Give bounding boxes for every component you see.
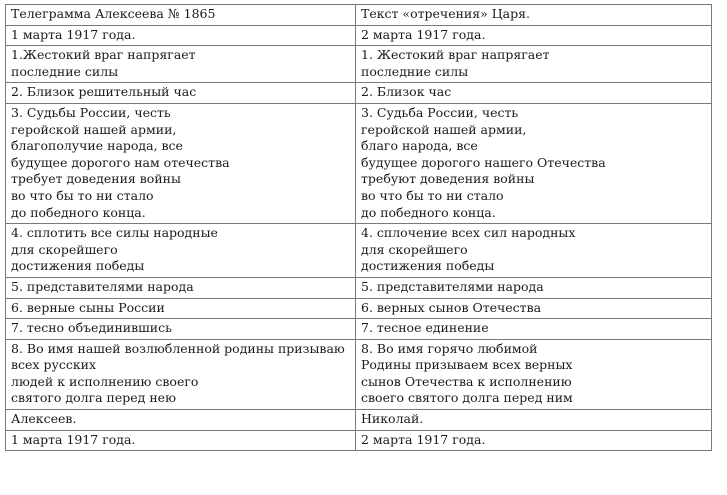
table-row <box>6 224 712 278</box>
header-row <box>6 5 712 26</box>
signature-row <box>6 410 712 431</box>
table-cell-right: 2 марта 1917 года. <box>356 25 712 46</box>
table-cell-left: 2. Близок решительный час <box>6 83 356 104</box>
table-cell-right: 7. тесное единение <box>356 319 712 340</box>
table-row <box>6 46 712 83</box>
table-cell-right: 8. Во имя горячо любимой Родины призываем всех верных сынов Отечества к исполнению своего святого долга перед ним <box>356 339 712 409</box>
date-row <box>6 25 712 46</box>
table-cell-left: 1 марта 1917 года. <box>6 430 356 451</box>
date-row <box>6 430 712 451</box>
table-row <box>6 339 712 409</box>
table-cell-right: 1. Жестокий враг напрягает последние силы <box>356 46 712 83</box>
table-cell-right: 3. Судьба России, честь геройской нашей армии, благо народа, все будущее дорогого нашего Отечества требуют доведения войны во что бы то ни стало до победного конца. <box>356 103 712 223</box>
table-cell-left: 7. тесно объединившись <box>6 319 356 340</box>
table-cell-right: 4. сплочение всех сил народных для скорейшего достижения победы <box>356 224 712 278</box>
header-cell-telegram: Телеграмма Алексеева № 1865 <box>6 5 356 26</box>
table-cell-right: Николай. <box>356 410 712 431</box>
table-cell-left: 1.Жестокий враг напрягает последние силы <box>6 46 356 83</box>
table-row <box>6 277 712 298</box>
table-cell-left: 6. верные сыны России <box>6 298 356 319</box>
table-cell-left: 8. Во имя нашей возлюбленной родины призываю всех русских людей к исполнению своего святого долга перед нею <box>6 339 356 409</box>
comparison-table-wrapper <box>5 4 712 451</box>
table-cell-left: 3. Судьбы России, честь геройской нашей армии, благополучие народа, все будущее дорогого нам отечества требует доведения войны во что бы то ни стало до победного конца. <box>6 103 356 223</box>
table-cell-left: 4. сплотить все силы народные для скорейшего достижения победы <box>6 224 356 278</box>
table-cell-right: 6. верных сынов Отечества <box>356 298 712 319</box>
table-cell-right: 5. представителями народа <box>356 277 712 298</box>
table-row <box>6 319 712 340</box>
table-cell-right: 2. Близок час <box>356 83 712 104</box>
table-cell-left: 1 марта 1917 года. <box>6 25 356 46</box>
comparison-table <box>5 4 712 451</box>
table-row <box>6 298 712 319</box>
table-cell-left: Алексеев. <box>6 410 356 431</box>
table-row <box>6 103 712 223</box>
table-row <box>6 83 712 104</box>
header-cell-abdication: Текст «отречения» Царя. <box>356 5 712 26</box>
table-cell-left: 5. представителями народа <box>6 277 356 298</box>
table-cell-right: 2 марта 1917 года. <box>356 430 712 451</box>
